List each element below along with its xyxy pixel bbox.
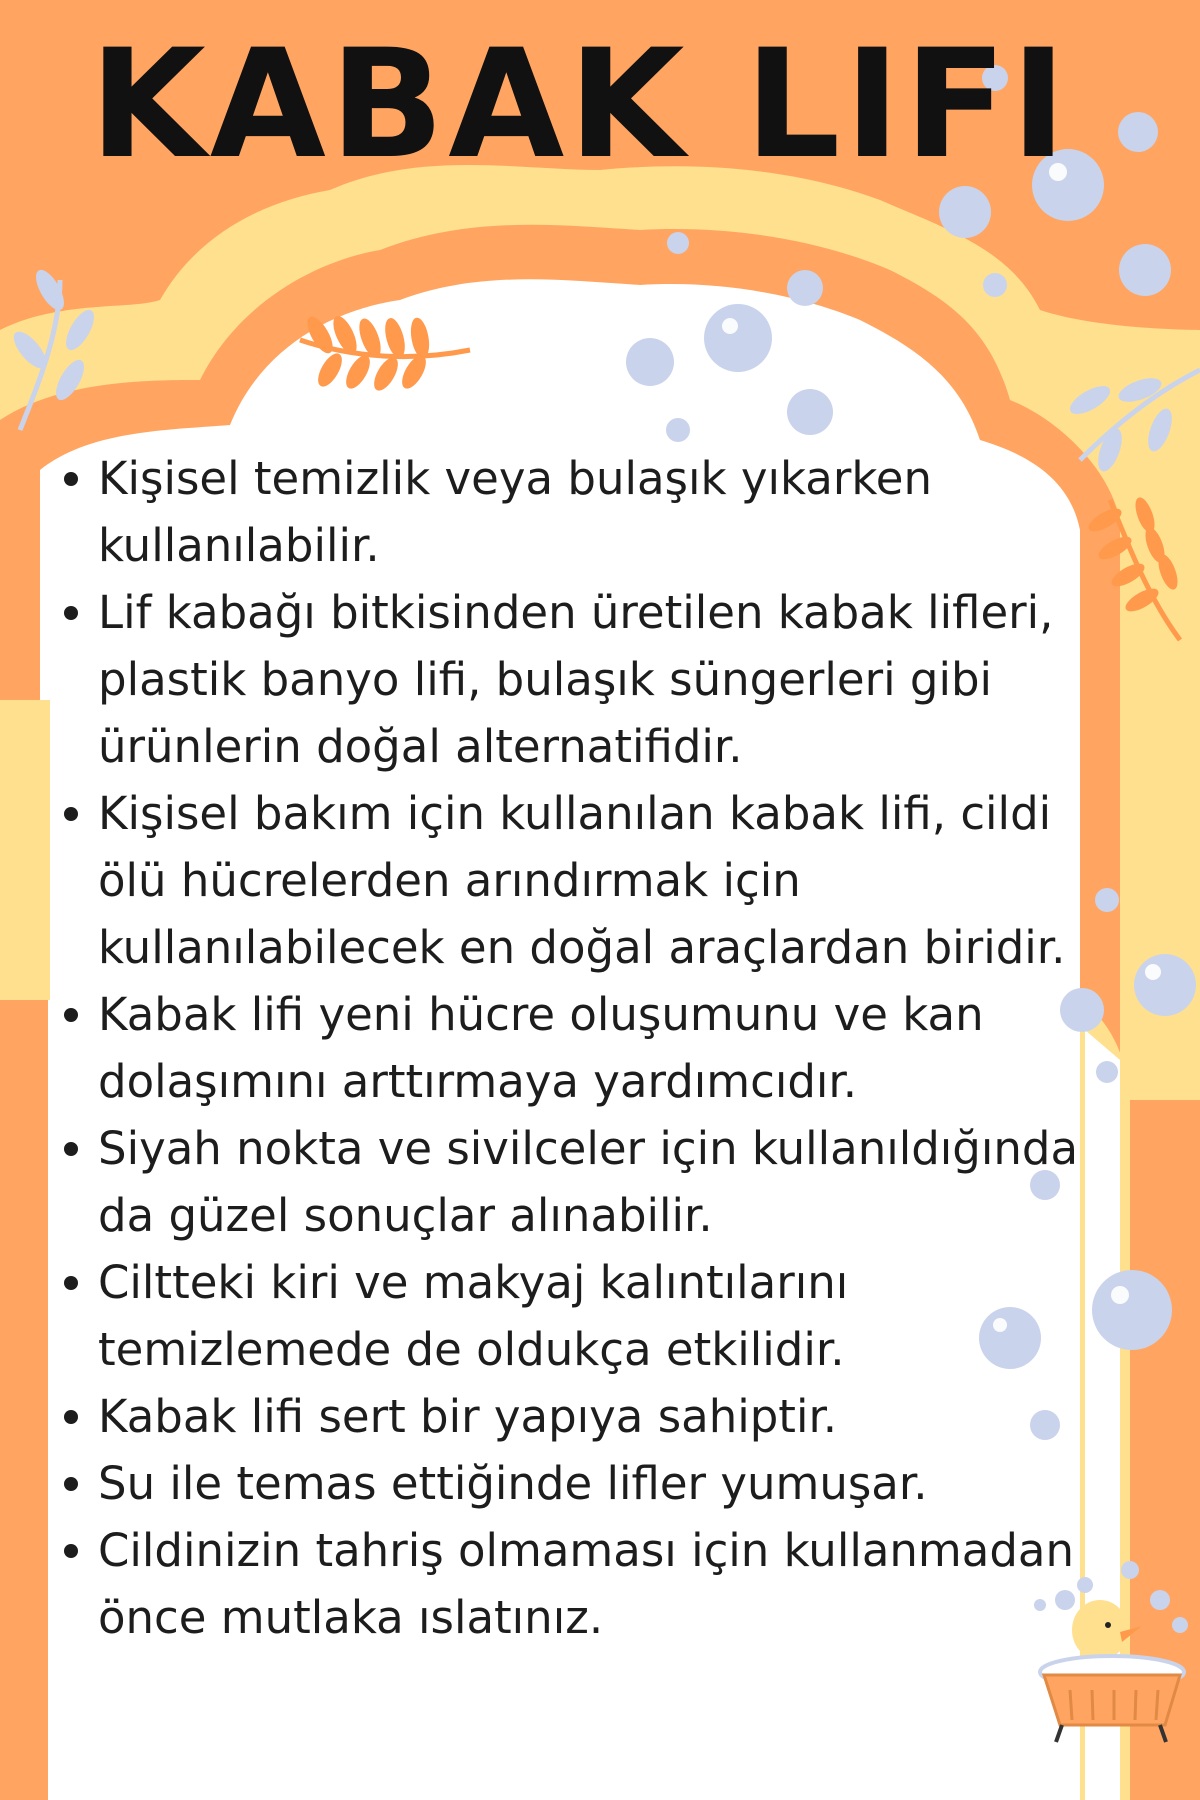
list-item: Kişisel temizlik veya bulaşık yıkarken kullanılabilir. xyxy=(98,445,1125,579)
list-item: Siyah nokta ve sivilceler için kullanıldığında da güzel sonuçlar alınabilir. xyxy=(98,1115,1125,1249)
list-item: Ciltteki kiri ve makyaj kalıntılarını temizlemede de oldukça etkilidir. xyxy=(98,1249,1125,1383)
facts-list xyxy=(50,445,1125,1651)
list-item: Kabak lifi sert bir yapıya sahiptir. xyxy=(98,1383,1125,1450)
facts-card xyxy=(50,445,1125,1800)
list-item: Lif kabağı bitkisinden üretilen kabak lifleri, plastik banyo lifi, bulaşık süngerleri gibi ürünlerin doğal alternatifidir. xyxy=(98,579,1125,780)
list-item: Kişisel bakım için kullanılan kabak lifi, cildi ölü hücrelerden arındırmak için kullanılabilecek en doğal araçlardan biridir. xyxy=(98,780,1125,981)
page-title: KABAK LIFI xyxy=(89,18,1071,192)
list-item: Kabak lifi yeni hücre oluşumunu ve kan dolaşımını arttırmaya yardımcıdır. xyxy=(98,981,1125,1115)
list-item: Su ile temas ettiğinde lifler yumuşar. xyxy=(98,1450,1125,1517)
list-item: Cildinizin tahriş olmaması için kullanmadan önce mutlaka ıslatınız. xyxy=(98,1517,1125,1651)
